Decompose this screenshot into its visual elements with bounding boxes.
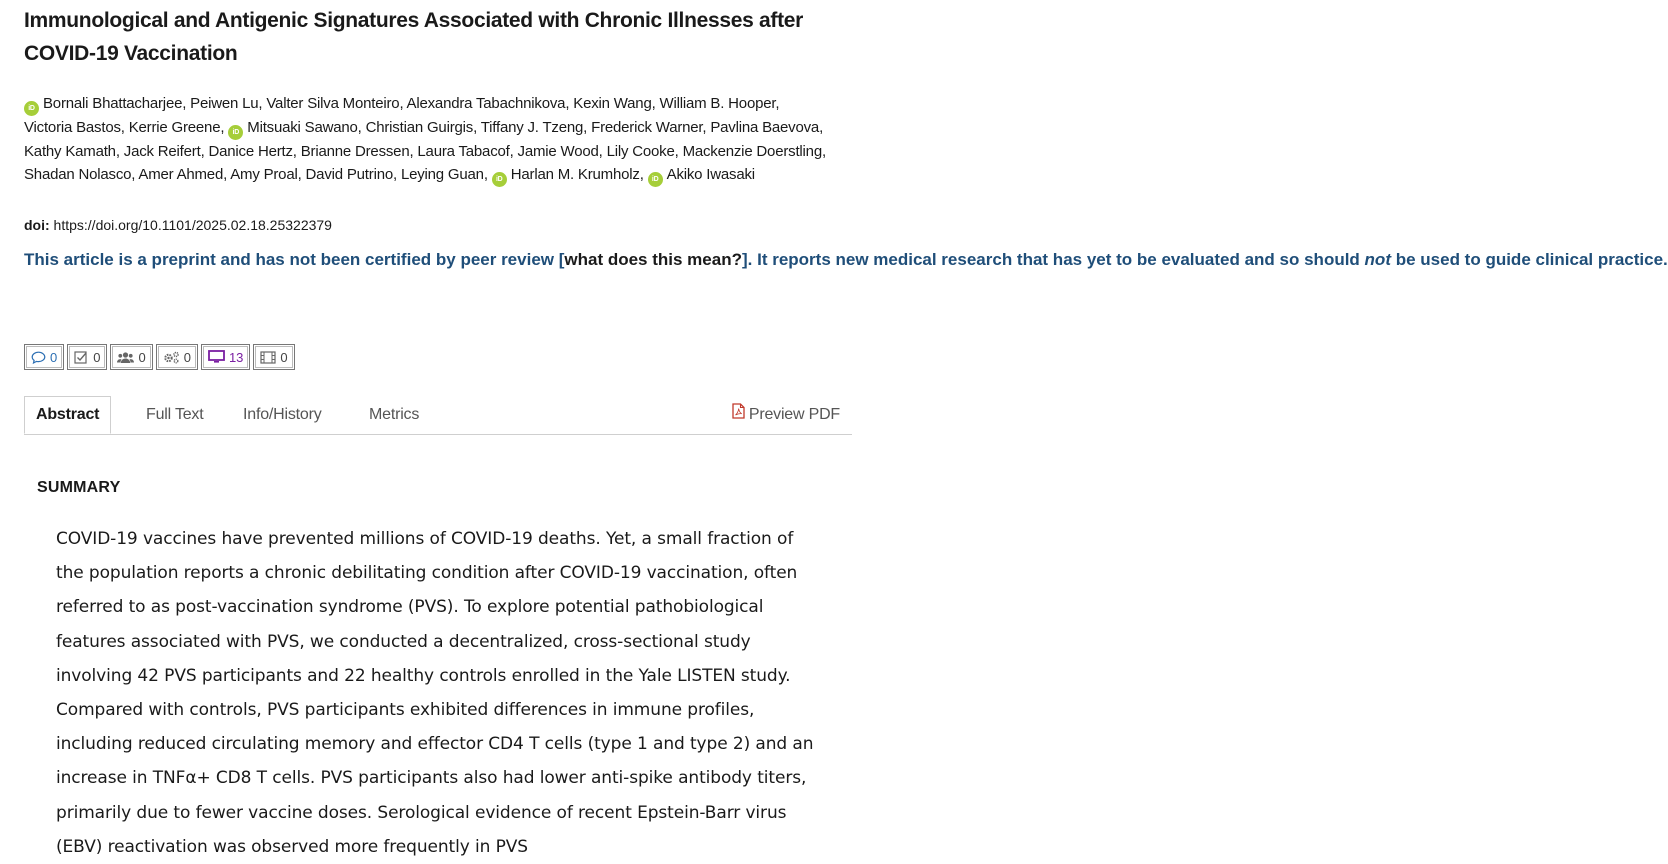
author-name-text: Harlan M. Krumholz bbox=[510, 166, 640, 183]
author-separator: , bbox=[775, 95, 780, 112]
author-name[interactable] bbox=[129, 119, 221, 136]
tools-count: 0 bbox=[183, 349, 191, 365]
author-name[interactable] bbox=[24, 119, 121, 136]
author-name-text: Leying Guan bbox=[400, 166, 484, 183]
author-separator: , bbox=[200, 143, 209, 160]
author-name-text: Mitsuaki Sawano bbox=[247, 119, 358, 136]
article-title: Immunological and Antigenic Signatures Associated with Chronic Illnesses after COVID-19 Vaccination bbox=[24, 9, 804, 65]
author-name[interactable] bbox=[660, 95, 776, 112]
author-name-text: William B. Hooper bbox=[659, 95, 776, 112]
author-name-text: Victoria Bastos bbox=[24, 119, 121, 136]
summary-heading: SUMMARY bbox=[37, 479, 121, 496]
author-name-text: Mackenzie Doerstling bbox=[682, 143, 822, 160]
orcid-icon[interactable]: iD bbox=[648, 172, 663, 187]
monitor-icon bbox=[208, 350, 225, 364]
author-name-text: Shadan Nolasco bbox=[24, 166, 132, 183]
notice-part1: This article is a preprint and has not been certified by peer review [ bbox=[24, 250, 565, 269]
author-name-text: Lily Cooke bbox=[606, 143, 675, 160]
author-name[interactable] bbox=[401, 166, 484, 183]
author-separator: , bbox=[409, 143, 418, 160]
media-count: 0 bbox=[280, 349, 288, 365]
author-name[interactable] bbox=[417, 143, 509, 160]
author-separator: , bbox=[509, 143, 518, 160]
author-name[interactable] bbox=[266, 95, 399, 112]
author-list bbox=[24, 92, 844, 187]
author-separator: , bbox=[297, 166, 306, 183]
author-separator: , bbox=[220, 119, 229, 136]
tools-counter[interactable] bbox=[156, 344, 198, 370]
author-separator: , bbox=[565, 95, 574, 112]
author-name[interactable] bbox=[228, 119, 357, 136]
orcid-icon[interactable]: iD bbox=[492, 172, 507, 187]
author-name-text: Alexandra Tabachnikova bbox=[406, 95, 566, 112]
author-name[interactable] bbox=[301, 143, 410, 160]
author-name-text: Akiko Iwasaki bbox=[666, 166, 755, 183]
author-separator: , bbox=[182, 95, 191, 112]
tab-info-history[interactable]: Info/History bbox=[243, 406, 322, 423]
author-name-text: Kerrie Greene bbox=[128, 119, 221, 136]
author-separator: , bbox=[292, 143, 301, 160]
author-name-text: Tiffany J. Tzeng bbox=[480, 119, 584, 136]
summary-text: COVID-19 vaccines have prevented millions of COVID-19 deaths. Yet, a small fraction of the population reports a chronic debilitating condition after COVID-19 vaccination, often referred to as post-vaccination syndrome (PVS). To explore potential pathobiological features associated with PVS, we conducted a decentralized, cross-sectional study involving 42 PVS participants and 22 healthy controls enrolled in the Yale LISTEN study. Compared with controls, PVS participants exhibited differences in immune profiles, including reduced circulating memory and effector CD4 T cells (type 1 and type 2) and an increase in TNFα+ CD8 T cells. PVS participants also had lower anti-spike antibody titers, primarily due to fewer vaccine doses. Serological evidence of recent Epstein-Barr virus (EBV) reactivation was observed more frequently in PVS bbox=[56, 529, 814, 857]
author-name-text: Amer Ahmed bbox=[138, 166, 224, 183]
preprint-notice bbox=[24, 247, 1668, 272]
author-name-text: Bornali Bhattacharjee bbox=[43, 95, 183, 112]
author-separator: , bbox=[674, 143, 683, 160]
author-name[interactable] bbox=[24, 95, 182, 112]
pdf-file-icon bbox=[732, 396, 745, 434]
article-tabs bbox=[24, 396, 852, 435]
author-separator: , bbox=[819, 119, 824, 136]
author-name[interactable] bbox=[124, 143, 201, 160]
preview-pdf-label: Preview PDF bbox=[748, 406, 840, 423]
author-name-text: Peiwen Lu bbox=[190, 95, 259, 112]
comments-counter[interactable] bbox=[24, 344, 64, 370]
media-counter[interactable] bbox=[253, 344, 294, 370]
reviews-count: 0 bbox=[93, 349, 101, 365]
author-name-text: Frederick Warner bbox=[591, 119, 703, 136]
author-separator: , bbox=[702, 119, 711, 136]
author-name-text: Jack Reifert bbox=[123, 143, 201, 160]
author-separator: , bbox=[120, 119, 129, 136]
author-separator: , bbox=[473, 119, 481, 136]
author-separator: , bbox=[651, 95, 660, 112]
doi-line bbox=[24, 214, 332, 236]
author-name[interactable] bbox=[366, 119, 473, 136]
author-name[interactable] bbox=[230, 166, 297, 183]
comment-icon bbox=[31, 351, 46, 364]
notice-emphasis: not bbox=[1364, 250, 1391, 269]
what-does-this-mean-link[interactable]: what does this mean? bbox=[564, 250, 742, 269]
film-icon bbox=[260, 351, 276, 364]
author-name[interactable] bbox=[591, 119, 702, 136]
author-name-text: Jamie Wood bbox=[517, 143, 599, 160]
author-name[interactable] bbox=[683, 143, 822, 160]
comments-count: 0 bbox=[50, 349, 58, 365]
doi-value[interactable]: https://doi.org/10.1101/2025.02.18.25322379 bbox=[53, 217, 332, 233]
author-separator: , bbox=[639, 166, 648, 183]
author-separator: , bbox=[131, 166, 139, 183]
author-separator: , bbox=[583, 119, 592, 136]
users-icon bbox=[117, 351, 134, 364]
author-separator: , bbox=[115, 143, 124, 160]
community-counter[interactable] bbox=[110, 344, 152, 370]
author-name[interactable] bbox=[209, 143, 293, 160]
metrics-counters bbox=[24, 344, 295, 370]
author-name-text: Pavlina Baevova bbox=[710, 119, 820, 136]
author-name[interactable] bbox=[24, 166, 131, 183]
author-separator: , bbox=[399, 95, 407, 112]
author-name[interactable] bbox=[481, 119, 583, 136]
orcid-icon[interactable]: iD bbox=[228, 125, 243, 140]
author-name[interactable] bbox=[573, 95, 651, 112]
notice-part3: be used to guide clinical practice. bbox=[1390, 250, 1668, 269]
author-name[interactable] bbox=[306, 166, 393, 183]
tab-abstract[interactable]: Abstract bbox=[24, 396, 111, 434]
tab-metrics[interactable]: Metrics bbox=[369, 406, 420, 423]
author-separator: , bbox=[223, 166, 231, 183]
author-separator: , bbox=[357, 119, 366, 136]
author-name[interactable] bbox=[138, 166, 223, 183]
author-separator: , bbox=[483, 166, 492, 183]
author-name-text: Laura Tabacof bbox=[417, 143, 510, 160]
community-count: 0 bbox=[138, 349, 146, 365]
views-counter[interactable] bbox=[201, 344, 250, 370]
preview-pdf-button[interactable] bbox=[732, 396, 840, 434]
author-name[interactable] bbox=[190, 95, 258, 112]
author-separator: , bbox=[258, 95, 267, 112]
author-name-text: Kathy Kamath bbox=[24, 143, 116, 160]
tab-full-text[interactable]: Full Text bbox=[146, 406, 204, 423]
author-name-text: Brianne Dressen bbox=[300, 143, 410, 160]
author-name-text: David Putrino bbox=[305, 166, 393, 183]
doi-label: doi: bbox=[24, 217, 50, 233]
author-name-text: Christian Guirgis bbox=[365, 119, 474, 136]
notice-part2: ]. It reports new medical research that has yet to be evaluated and so should bbox=[741, 250, 1365, 269]
author-name[interactable] bbox=[407, 95, 566, 112]
author-separator: , bbox=[598, 143, 607, 160]
author-name-text: Valter Silva Monteiro bbox=[266, 95, 400, 112]
author-name-text: Amy Proal bbox=[230, 166, 298, 183]
author-name[interactable] bbox=[518, 143, 599, 160]
reviews-counter[interactable] bbox=[67, 344, 107, 370]
author-name[interactable] bbox=[607, 143, 675, 160]
author-name[interactable] bbox=[648, 166, 755, 183]
author-name[interactable] bbox=[492, 166, 640, 183]
orcid-icon[interactable]: iD bbox=[24, 101, 39, 116]
author-separator: , bbox=[821, 143, 826, 160]
gears-icon bbox=[163, 351, 180, 364]
author-name-text: Danice Hertz bbox=[208, 143, 293, 160]
author-name[interactable] bbox=[710, 119, 819, 136]
author-separator: , bbox=[393, 166, 401, 183]
checklist-icon bbox=[74, 351, 89, 364]
views-count: 13 bbox=[228, 349, 244, 365]
author-name-text: Kexin Wang bbox=[573, 95, 652, 112]
author-name[interactable] bbox=[24, 143, 116, 160]
